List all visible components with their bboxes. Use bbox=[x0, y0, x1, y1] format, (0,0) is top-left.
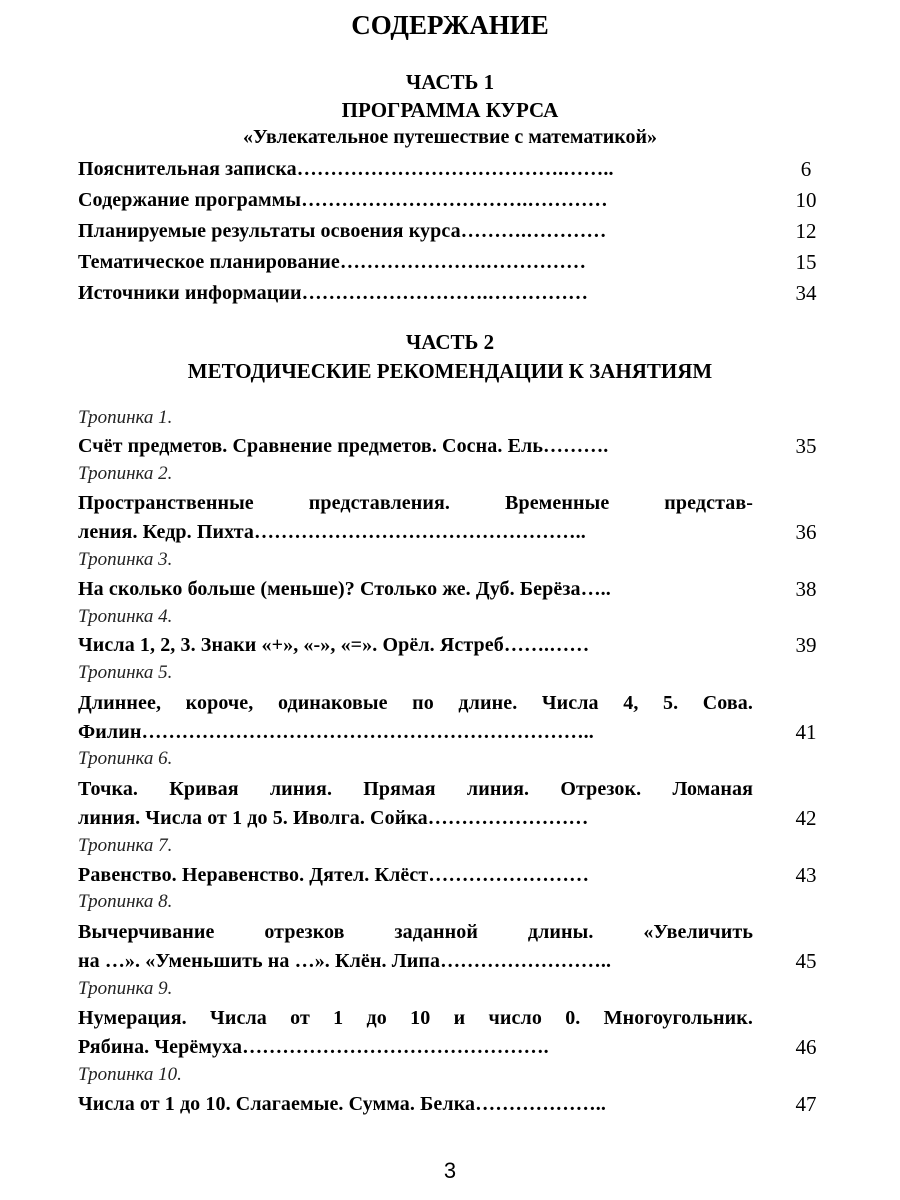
part2-entry-line1: Точка. Кривая линия. Прямая линия. Отрезок. Ломаная bbox=[78, 778, 753, 800]
part1-entry-text: Пояснительная записка………………………………….…….. bbox=[78, 158, 614, 180]
part2-entry-line1: Вычерчивание отрезков заданной длины. «Увеличить bbox=[78, 921, 753, 943]
part2-entry-page: 46 bbox=[795, 1035, 817, 1059]
part2-entry-line1: Числа от 1 до 10. Слагаемые. Сумма. Белка……………….. bbox=[78, 1093, 606, 1115]
path-label: Тропинка 2. bbox=[78, 463, 173, 484]
path-label: Тропинка 9. bbox=[78, 978, 173, 999]
part2-entry-line2: ления. Кедр. Пихта………………………………………….. bbox=[78, 521, 586, 543]
part2-entry-line1: Счёт предметов. Сравнение предметов. Сосна. Ель………. bbox=[78, 435, 609, 457]
part2-entry-page: 42 bbox=[795, 806, 817, 830]
part2-entry-line1: Пространственные представления. Временные представ- bbox=[78, 492, 753, 514]
part1-entry-page: 34 bbox=[795, 281, 817, 305]
path-label: Тропинка 10. bbox=[78, 1064, 182, 1085]
part1-course-name: «Увлекательное путешествие с математикой» bbox=[242, 126, 658, 148]
path-label: Тропинка 1. bbox=[78, 407, 173, 428]
part2-entry-line1: Равенство. Неравенство. Дятел. Клёст…………………… bbox=[78, 864, 590, 886]
part2-entry-page: 35 bbox=[795, 434, 817, 458]
part2-subtitle: МЕТОДИЧЕСКИЕ РЕКОМЕНДАЦИИ К ЗАНЯТИЯМ bbox=[187, 359, 713, 383]
part2-entry-page: 45 bbox=[795, 949, 817, 973]
part1-entry-page: 10 bbox=[795, 188, 817, 212]
part2-entry-line1: На сколько больше (меньше)? Столько же. Дуб. Берёза….. bbox=[78, 578, 611, 600]
part1-entry-text: Планируемые результаты освоения курса……….………… bbox=[78, 220, 607, 242]
part2-entry-page: 47 bbox=[795, 1092, 817, 1116]
path-label: Тропинка 3. bbox=[78, 549, 173, 570]
path-label: Тропинка 5. bbox=[78, 662, 173, 683]
page-number: 3 bbox=[443, 1158, 457, 1183]
part1-entry-text: Источники информации……………………….…………… bbox=[78, 282, 589, 304]
part2-entry-page: 38 bbox=[795, 577, 817, 601]
path-label: Тропинка 7. bbox=[78, 835, 173, 856]
page-title: СОДЕРЖАНИЕ bbox=[351, 10, 549, 40]
part2-entry-line2: на …». «Уменьшить на …». Клён. Липа…………………….. bbox=[78, 950, 612, 972]
part2-entry-line2: линия. Числа от 1 до 5. Иволга. Сойка…………………… bbox=[78, 807, 589, 829]
part1-entry-page: 12 bbox=[795, 219, 817, 243]
part2-entry-line2: Рябина. Черёмуха………………………………………. bbox=[78, 1036, 549, 1058]
part2-entry-page: 43 bbox=[795, 863, 817, 887]
part1-entry-text: Тематическое планирование………………….…………… bbox=[78, 251, 587, 273]
part1-heading: ЧАСТЬ 1 bbox=[405, 70, 495, 94]
part2-heading: ЧАСТЬ 2 bbox=[405, 330, 495, 354]
part2-entry-line1: Длиннее, короче, одинаковые по длине. Числа 4, 5. Сова. bbox=[78, 692, 753, 714]
part2-entry-line1: Нумерация. Числа от 1 до 10 и число 0. Многоугольник. bbox=[78, 1007, 753, 1029]
part1-entry-text: Содержание программы…………………………….………… bbox=[78, 189, 608, 211]
part2-entry-line1: Числа 1, 2, 3. Знаки «+», «-», «=». Орёл. Ястреб…….…… bbox=[78, 634, 590, 656]
part2-entry-page: 41 bbox=[795, 720, 817, 744]
part2-entry-line2: Филин………………………………………………………….. bbox=[78, 721, 594, 743]
part1-subtitle: ПРОГРАММА КУРСА bbox=[341, 98, 559, 122]
path-label: Тропинка 4. bbox=[78, 606, 173, 627]
part1-entry-page: 6 bbox=[800, 157, 812, 181]
part1-entry-page: 15 bbox=[795, 250, 817, 274]
part2-entry-page: 36 bbox=[795, 520, 817, 544]
path-label: Тропинка 6. bbox=[78, 748, 173, 769]
part2-entry-page: 39 bbox=[795, 633, 817, 657]
path-label: Тропинка 8. bbox=[78, 891, 173, 912]
